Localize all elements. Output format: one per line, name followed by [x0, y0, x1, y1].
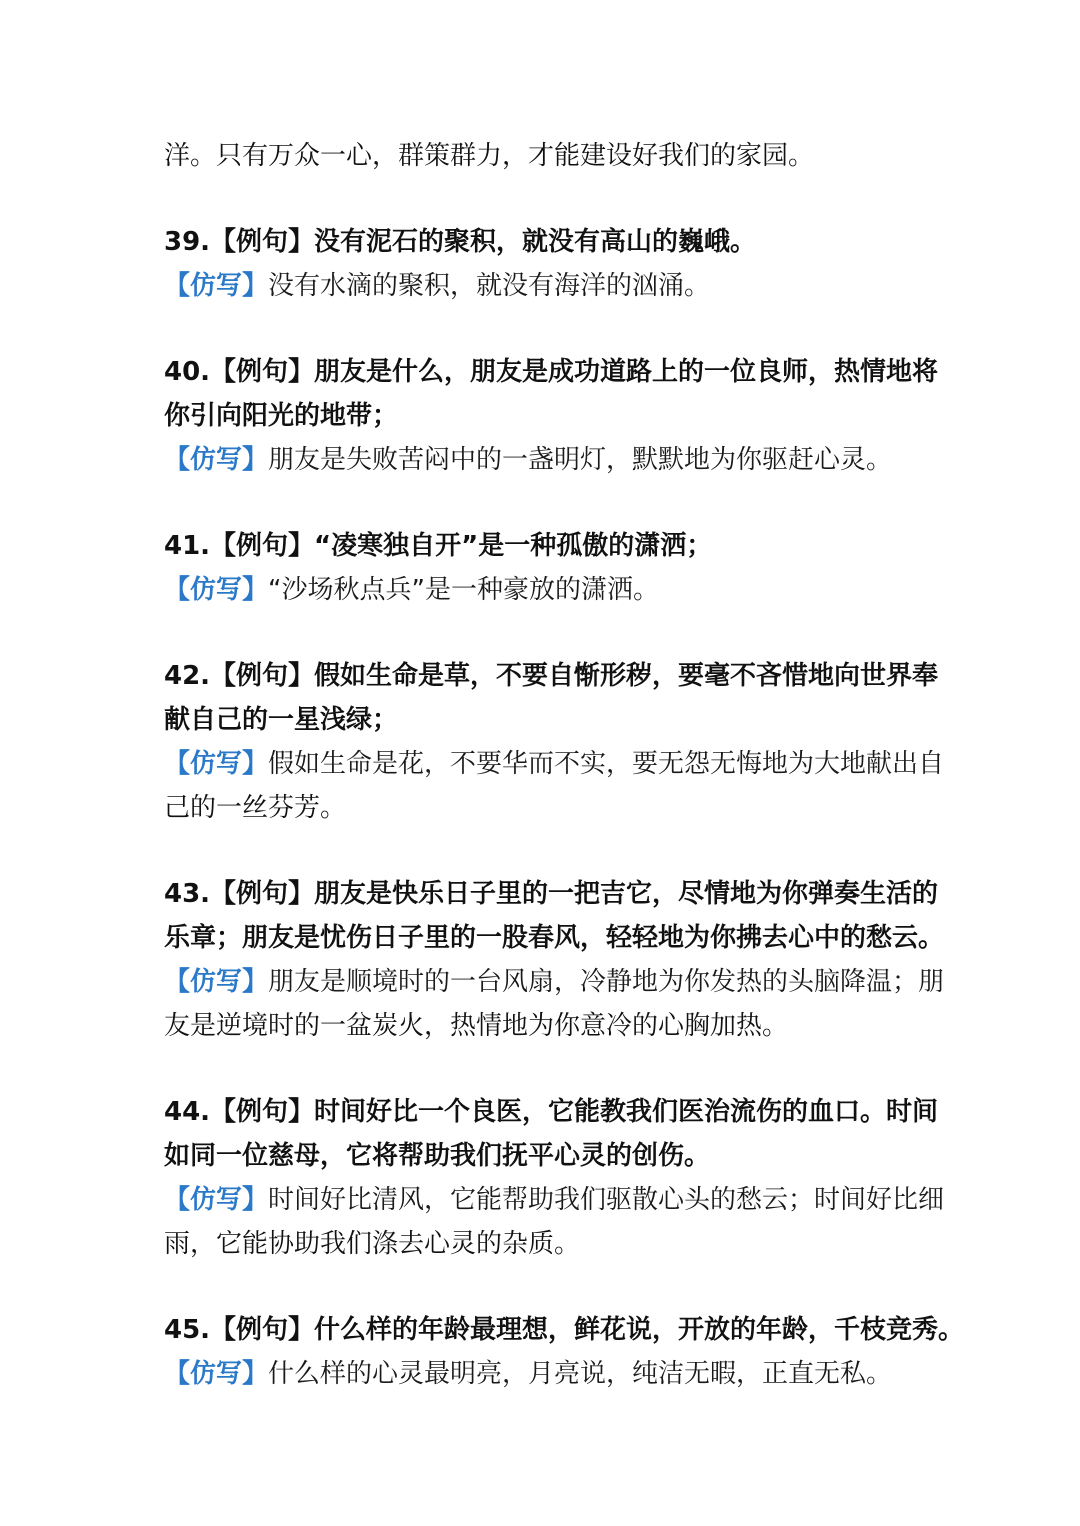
- example-sentence-line: 你引向阳光的地带；: [164, 401, 399, 431]
- imitation-text: 什么样的心灵最明亮，月亮说，纯洁无暇，正直无私。: [268, 1359, 893, 1389]
- example-entry: [164, 1090, 945, 1266]
- imitation-text: 没有水滴的聚积，就没有海洋的汹涌。: [268, 271, 711, 301]
- example-entry: [164, 654, 945, 830]
- imitation-line: [164, 742, 945, 786]
- example-sentence-line: 40.【例句】朋友是什么，朋友是成功道路上的一位良师，热情地将: [164, 357, 939, 387]
- imitation-line: [164, 264, 934, 308]
- imitation-text: 时间好比清风，它能帮助我们驱散心头的愁云；时间好比细: [268, 1185, 945, 1215]
- example-sentence-line: 献自己的一星浅绿；: [164, 705, 399, 735]
- example-entry: [164, 220, 934, 308]
- example-sentence-line: 如同一位慈母，它将帮助我们抚平心灵的创伤。: [164, 1141, 711, 1171]
- example-sentence-line: 39.【例句】没有泥石的聚积，就没有高山的巍峨。: [164, 227, 757, 257]
- imitation-tag: 【仿写】: [164, 1359, 269, 1389]
- imitation-continuation-line: 己的一丝芬芳。: [164, 793, 347, 823]
- example-entry: [164, 1308, 965, 1396]
- example-sentence-line: 41.【例句】“凌寒独自开”是一种孤傲的潇洒；: [164, 531, 713, 561]
- imitation-continuation-line: 雨，它能协助我们涤去心灵的杂质。: [164, 1229, 581, 1259]
- document-page: [164, 134, 965, 1438]
- imitation-line: [164, 1352, 934, 1396]
- imitation-line: [164, 1178, 945, 1222]
- imitation-text: “沙场秋点兵”是一种豪放的潇洒。: [268, 575, 659, 605]
- example-entry: [164, 872, 945, 1048]
- entry-list: [164, 220, 965, 1396]
- imitation-continuation-line: 友是逆境时的一盆炭火，热情地为你意冷的心胸加热。: [164, 1011, 789, 1041]
- example-sentence-line: 乐章；朋友是忧伤日子里的一股春风，轻轻地为你拂去心中的愁云。: [164, 923, 945, 953]
- example-sentence-line: 45.【例句】什么样的年龄最理想，鲜花说，开放的年龄，千枝竞秀。: [164, 1315, 965, 1345]
- example-sentence-line: 44.【例句】时间好比一个良医，它能教我们医治流伤的血口。时间: [164, 1097, 939, 1127]
- imitation-tag: 【仿写】: [164, 445, 269, 475]
- imitation-text: 朋友是顺境时的一台风扇，冷静地为你发热的头脑降温；朋: [268, 967, 945, 997]
- imitation-tag: 【仿写】: [164, 1185, 269, 1215]
- continued-paragraph: 洋。只有万众一心，群策群力，才能建设好我们的家园。: [164, 141, 815, 171]
- example-entry: [164, 350, 939, 482]
- example-entry: [164, 524, 934, 612]
- example-sentence-line: 42.【例句】假如生命是草，不要自惭形秽，要毫不吝惜地向世界奉: [164, 661, 939, 691]
- imitation-text: 假如生命是花，不要华而不实，要无怨无悔地为大地献出自: [268, 749, 945, 779]
- example-sentence-line: 43.【例句】朋友是快乐日子里的一把吉它，尽情地为你弹奏生活的: [164, 879, 939, 909]
- imitation-tag: 【仿写】: [164, 749, 269, 779]
- imitation-line: [164, 568, 934, 612]
- imitation-tag: 【仿写】: [164, 967, 269, 997]
- imitation-tag: 【仿写】: [164, 575, 269, 605]
- imitation-line: [164, 438, 934, 482]
- imitation-tag: 【仿写】: [164, 271, 269, 301]
- imitation-text: 朋友是失败苦闷中的一盏明灯，默默地为你驱赶心灵。: [268, 445, 893, 475]
- imitation-line: [164, 960, 945, 1004]
